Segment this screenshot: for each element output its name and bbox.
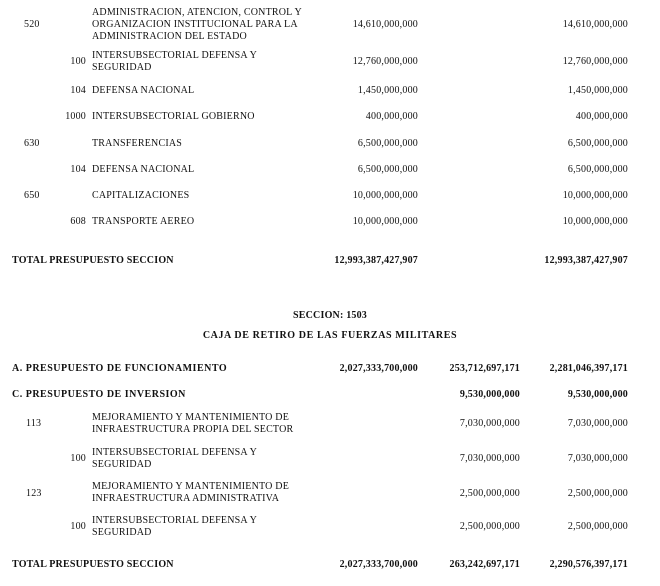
row-description-line: SEGURIDAD bbox=[92, 459, 152, 470]
amount-col3: 1,450,000,000 bbox=[567, 85, 628, 96]
row-description-line: MEJORAMIENTO Y MANTENIMIENTO DE bbox=[92, 412, 290, 423]
row-description-line: SEGURIDAD bbox=[92, 527, 152, 538]
row-description-line: MEJORAMIENTO Y MANTENIMIENTO DE bbox=[92, 481, 290, 492]
total-col2: 263,242,697,171 bbox=[449, 559, 520, 570]
amount-col2: 7,030,000,000 bbox=[459, 453, 520, 464]
row-description-line: INFRAESTRUCTURA PROPIA DEL SECTOR bbox=[92, 424, 294, 435]
row-description-line: DEFENSA NACIONAL bbox=[92, 85, 195, 96]
row-label: A. PRESUPUESTO DE FUNCIONAMIENTO bbox=[12, 363, 228, 374]
section-name: CAJA DE RETIRO DE LAS FUERZAS MILITARES bbox=[202, 330, 458, 341]
program-code: 113 bbox=[26, 418, 42, 429]
row-description-line: INTERSUBSECTORIAL DEFENSA Y bbox=[92, 50, 258, 61]
amount-col3: 9,530,000,000 bbox=[567, 389, 628, 400]
row-description-line: ADMINISTRACION DEL ESTADO bbox=[92, 31, 247, 42]
subprogram-code: 1000 bbox=[65, 111, 86, 122]
amount-col1: 2,027,333,700,000 bbox=[339, 363, 418, 374]
amount-col3: 6,500,000,000 bbox=[567, 138, 628, 149]
amount-col3: 2,500,000,000 bbox=[567, 521, 628, 532]
amount-col3: 10,000,000,000 bbox=[562, 190, 628, 201]
section-heading: SECCION: 1503 bbox=[293, 310, 367, 321]
amount-col1: 6,500,000,000 bbox=[357, 138, 418, 149]
row-description-line: INTERSUBSECTORIAL DEFENSA Y bbox=[92, 515, 258, 526]
amount-col3: 14,610,000,000 bbox=[562, 19, 628, 30]
row-description-line: DEFENSA NACIONAL bbox=[92, 164, 195, 175]
amount-col1: 14,610,000,000 bbox=[352, 19, 418, 30]
total-col3: 2,290,576,397,171 bbox=[549, 559, 628, 570]
row-description-line: SEGURIDAD bbox=[92, 62, 152, 73]
program-code: 123 bbox=[26, 488, 42, 499]
amount-col1: 12,760,000,000 bbox=[352, 56, 418, 67]
amount-col2: 253,712,697,171 bbox=[449, 363, 520, 374]
subprogram-code: 104 bbox=[70, 164, 86, 175]
amount-col2: 2,500,000,000 bbox=[459, 521, 520, 532]
subprogram-code: 100 bbox=[70, 56, 86, 67]
amount-col2: 2,500,000,000 bbox=[459, 488, 520, 499]
row-description-line: CAPITALIZACIONES bbox=[92, 190, 190, 201]
amount-col3: 12,760,000,000 bbox=[562, 56, 628, 67]
total-col1: 2,027,333,700,000 bbox=[339, 559, 418, 570]
subprogram-code: 100 bbox=[70, 453, 86, 464]
row-description-line: INTERSUBSECTORIAL DEFENSA Y bbox=[92, 447, 258, 458]
amount-col3: 7,030,000,000 bbox=[567, 418, 628, 429]
amount-col2: 7,030,000,000 bbox=[459, 418, 520, 429]
amount-col3: 10,000,000,000 bbox=[562, 216, 628, 227]
row-description-line: INFRAESTRUCTURA ADMINISTRATIVA bbox=[92, 493, 280, 504]
row-description-line: ORGANIZACION INSTITUCIONAL PARA LA bbox=[92, 19, 298, 30]
amount-col2: 9,530,000,000 bbox=[459, 389, 520, 400]
amount-col3: 400,000,000 bbox=[575, 111, 628, 122]
amount-col1: 10,000,000,000 bbox=[352, 190, 418, 201]
row-description-line: ADMINISTRACION, ATENCION, CONTROL Y bbox=[92, 7, 302, 18]
amount-col1: 6,500,000,000 bbox=[357, 164, 418, 175]
subprogram-code: 100 bbox=[70, 521, 86, 532]
total-label: TOTAL PRESUPUESTO SECCION bbox=[12, 559, 174, 570]
amount-col1: 1,450,000,000 bbox=[357, 85, 418, 96]
total-col1: 12,993,387,427,907 bbox=[334, 255, 418, 266]
row-description-line: INTERSUBSECTORIAL GOBIERNO bbox=[92, 111, 255, 122]
amount-col1: 10,000,000,000 bbox=[352, 216, 418, 227]
subprogram-code: 104 bbox=[70, 85, 86, 96]
program-code: 650 bbox=[24, 190, 40, 201]
row-label: C. PRESUPUESTO DE INVERSION bbox=[12, 389, 186, 400]
total-label: TOTAL PRESUPUESTO SECCION bbox=[12, 255, 174, 266]
subprogram-code: 608 bbox=[70, 216, 86, 227]
amount-col3: 2,500,000,000 bbox=[567, 488, 628, 499]
amount-col3: 2,281,046,397,171 bbox=[549, 363, 628, 374]
row-description-line: TRANSFERENCIAS bbox=[92, 138, 183, 149]
row-description-line: TRANSPORTE AEREO bbox=[92, 216, 195, 227]
program-code: 630 bbox=[24, 138, 40, 149]
total-col3: 12,993,387,427,907 bbox=[544, 255, 628, 266]
amount-col1: 400,000,000 bbox=[365, 111, 418, 122]
amount-col3: 6,500,000,000 bbox=[567, 164, 628, 175]
amount-col3: 7,030,000,000 bbox=[567, 453, 628, 464]
program-code: 520 bbox=[24, 19, 40, 30]
